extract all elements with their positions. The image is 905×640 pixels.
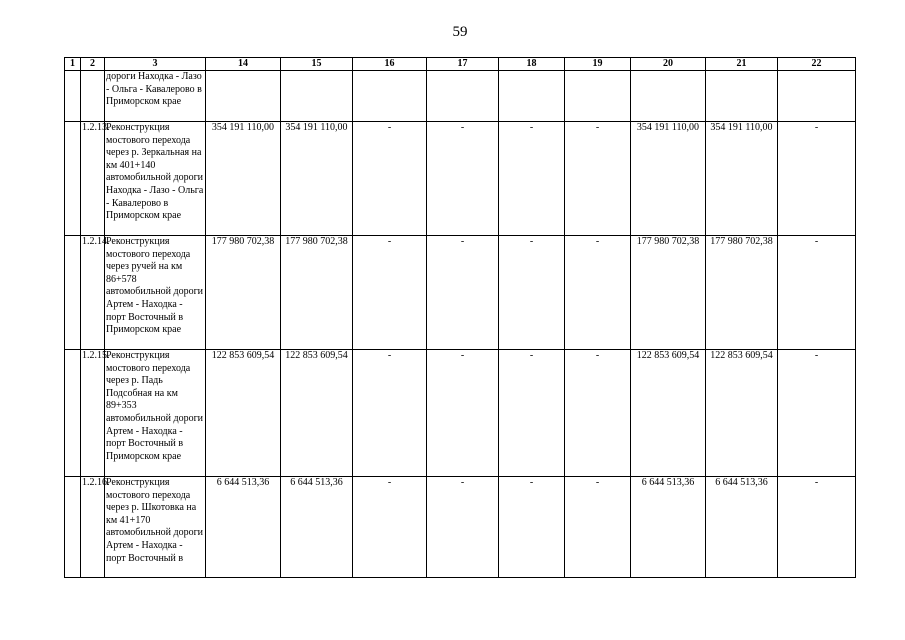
code-cell: 1.2.14. (81, 236, 105, 350)
col1-cell (65, 350, 81, 477)
name-cell: Реконструкция мостового перехода через р. Шкотовка на км 41+170 автомобильной дороги Артем - Находка - порт Восточный в (105, 477, 206, 578)
value-cell-15: 354 191 110,00 (281, 122, 353, 236)
value-cell-22: - (778, 350, 856, 477)
value-cell-18: - (499, 350, 565, 477)
table-row (65, 236, 856, 350)
column-header: 21 (706, 58, 778, 71)
column-header: 16 (353, 58, 427, 71)
value-cell-22: - (778, 477, 856, 578)
table-row (65, 477, 856, 578)
value-cell-14: 122 853 609,54 (206, 350, 281, 477)
name-cell: Реконструкция мостового перехода через р. Зеркальная на км 401+140 автомобильной дороги Находка - Лазо - Ольга - Кавалерово в Приморском крае (105, 122, 206, 236)
value-cell-21: 354 191 110,00 (706, 122, 778, 236)
col1-cell (65, 236, 81, 350)
value-cell-15: 6 644 513,36 (281, 477, 353, 578)
value-cell-15: 122 853 609,54 (281, 350, 353, 477)
col1-cell (65, 122, 81, 236)
value-cell-18: - (499, 236, 565, 350)
col1-cell (65, 477, 81, 578)
header-row (65, 58, 856, 71)
col1-cell (65, 71, 81, 122)
code-cell: 1.2.13. (81, 122, 105, 236)
value-cell-21 (706, 71, 778, 122)
value-cell-16: - (353, 477, 427, 578)
value-cell-21: 177 980 702,38 (706, 236, 778, 350)
table-row (65, 122, 856, 236)
code-cell (81, 71, 105, 122)
name-cell: Реконструкция мостового перехода через р. Падь Подсобная на км 89+353 автомобильной дороги Артем - Находка - порт Восточный в Приморском крае (105, 350, 206, 477)
value-cell-17: - (427, 350, 499, 477)
value-cell-18 (499, 71, 565, 122)
value-cell-19: - (565, 236, 631, 350)
column-header: 19 (565, 58, 631, 71)
value-cell-19 (565, 71, 631, 122)
column-header: 1 (65, 58, 81, 71)
value-cell-20: 6 644 513,36 (631, 477, 706, 578)
budget-table (64, 57, 856, 578)
code-cell: 1.2.15. (81, 350, 105, 477)
value-cell-20: 122 853 609,54 (631, 350, 706, 477)
column-header: 14 (206, 58, 281, 71)
value-cell-22: - (778, 236, 856, 350)
value-cell-16: - (353, 122, 427, 236)
value-cell-19: - (565, 477, 631, 578)
column-header: 2 (81, 58, 105, 71)
value-cell-20 (631, 71, 706, 122)
value-cell-16: - (353, 350, 427, 477)
column-header: 17 (427, 58, 499, 71)
value-cell-22: - (778, 122, 856, 236)
value-cell-14 (206, 71, 281, 122)
name-cell: дороги Находка - Лазо - Ольга - Кавалерово в Приморском крае (105, 71, 206, 122)
value-cell-20: 354 191 110,00 (631, 122, 706, 236)
value-cell-19: - (565, 122, 631, 236)
value-cell-16 (353, 71, 427, 122)
value-cell-22 (778, 71, 856, 122)
column-header: 22 (778, 58, 856, 71)
column-header: 3 (105, 58, 206, 71)
value-cell-14: 177 980 702,38 (206, 236, 281, 350)
table-row (65, 350, 856, 477)
value-cell-17: - (427, 236, 499, 350)
value-cell-14: 6 644 513,36 (206, 477, 281, 578)
value-cell-19: - (565, 350, 631, 477)
column-header: 15 (281, 58, 353, 71)
value-cell-18: - (499, 477, 565, 578)
value-cell-16: - (353, 236, 427, 350)
value-cell-21: 6 644 513,36 (706, 477, 778, 578)
value-cell-18: - (499, 122, 565, 236)
value-cell-17 (427, 71, 499, 122)
value-cell-15 (281, 71, 353, 122)
table-row (65, 71, 856, 122)
value-cell-15: 177 980 702,38 (281, 236, 353, 350)
value-cell-21: 122 853 609,54 (706, 350, 778, 477)
page-number: 59 (452, 24, 468, 40)
value-cell-20: 177 980 702,38 (631, 236, 706, 350)
value-cell-17: - (427, 477, 499, 578)
value-cell-17: - (427, 122, 499, 236)
name-cell: Реконструкция мостового перехода через ручей на км 86+578 автомобильной дороги Артем - Находка - порт Восточный в Приморском крае (105, 236, 206, 350)
column-header: 20 (631, 58, 706, 71)
column-header: 18 (499, 58, 565, 71)
code-cell: 1.2.16. (81, 477, 105, 578)
value-cell-14: 354 191 110,00 (206, 122, 281, 236)
